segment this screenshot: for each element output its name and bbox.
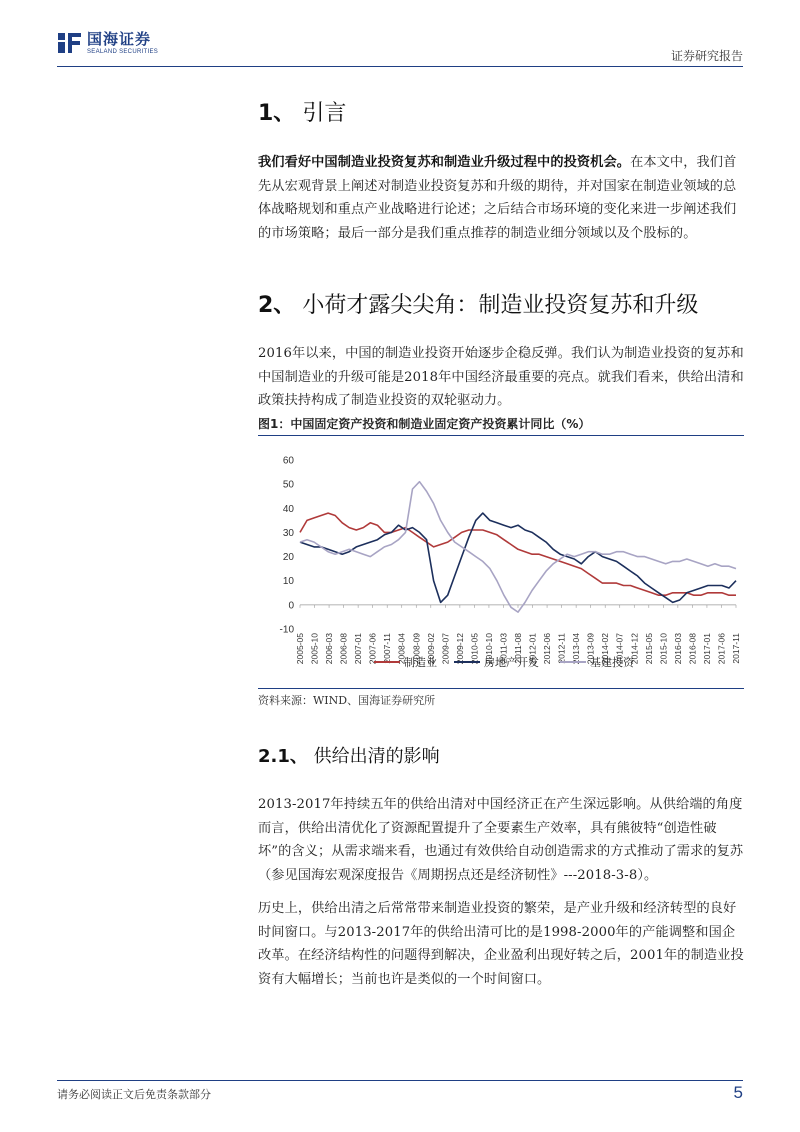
x-tick-label: 2017-01 <box>701 633 712 665</box>
x-tick-label: 2007-11 <box>382 633 393 664</box>
section-2-paragraph: 2016年以来，中国的制造业投资开始逐步企稳反弹。我们认为制造业投资的复苏和中国制造业的升级可能是2018年中国经济最重要的亮点。就我们看来，供给出清和政策扶持构成了制造业投资的双轮驱动力。 <box>258 346 744 408</box>
x-tick-label: 2010-10 <box>483 633 494 665</box>
sealand-logo-icon <box>57 30 83 56</box>
section-2-1-number: 2.1、 <box>258 746 308 767</box>
x-tick-label: 2015-10 <box>658 633 669 665</box>
x-tick-label: 2010-05 <box>469 633 480 665</box>
x-tick-label: 2012-06 <box>542 633 553 665</box>
footer-disclaimer: 请务必阅读正文后免责条款部分 <box>57 1088 211 1101</box>
x-tick-label: 2006-08 <box>338 633 349 665</box>
x-tick-label: 2012-01 <box>527 633 538 665</box>
logo-chinese-name: 国海证券 <box>87 29 152 48</box>
x-tick-label: 2013-04 <box>571 633 582 665</box>
header-divider <box>57 66 743 67</box>
section-1-body: 在本文中，我们首先从宏观背景上阐述对制造业投资复苏和升级的期待，并对国家在制造业领域的总体战略规划和重点产业战略进行论述；之后结合市场环境的变化来进一步阐述我们的市场策略；最后一部分是我们重点推荐的制造业细分领域以及个股标的。 <box>258 155 737 241</box>
x-tick-label: 2007-01 <box>353 633 364 665</box>
x-tick-label: 2006-03 <box>324 633 335 665</box>
y-tick-label: 60 <box>282 455 294 467</box>
legend-label-1: 制造业 <box>404 656 437 669</box>
x-tick-label: 2005-10 <box>309 633 320 665</box>
figure-1-title: 图1：中国固定资产投资和制造业固定资产投资累计同比（%） <box>258 415 744 436</box>
x-tick-label: 2016-03 <box>672 633 683 665</box>
x-tick-label: 2009-07 <box>440 633 451 665</box>
x-tick-label: 2016-08 <box>687 633 698 665</box>
legend-label-3: 基建投资 <box>590 656 634 669</box>
series-line-3 <box>300 482 736 612</box>
section-2-1-paragraph-1: 2013-2017年持续五年的供给出清对中国经济正在产生深远影响。从供给端的角度而言，供给出清优化了资源配置提升了全要素生产效率，具有熊彼特“创造性破坏”的含义；从需求端来看，也通过有效供给自动创造需求的方式推动了需求的复苏（参见国海宏观深度报告《周期拐点还是经济韧性》---2018-3-8）。 <box>258 797 744 883</box>
report-type-label: 证券研究报告 <box>670 49 743 63</box>
x-tick-label: 2014-02 <box>600 633 611 665</box>
figure-1-source: 资料来源：WIND、国海证券研究所 <box>258 694 436 707</box>
footer-divider <box>57 1080 743 1081</box>
y-tick-label: 40 <box>282 503 294 515</box>
x-tick-label: 2014-12 <box>629 633 640 665</box>
investment-line-chart <box>258 440 744 685</box>
legend-label-2: 房地产开发 <box>484 656 539 669</box>
y-tick-label: -10 <box>279 624 294 636</box>
section-2-number: 2、 <box>258 293 296 318</box>
section-1-paragraph <box>258 151 744 245</box>
company-logo <box>57 30 158 56</box>
page-number: 5 <box>733 1083 743 1102</box>
section-1-title: 引言 <box>302 101 347 126</box>
section-1-bold-lead: 我们看好中国制造业投资复苏和制造业升级过程中的投资机会。 <box>258 155 631 170</box>
section-2-1-heading <box>258 742 440 768</box>
x-tick-label: 2011-03 <box>498 633 509 664</box>
x-tick-label: 2017-06 <box>716 633 727 665</box>
section-2-1-paragraph-2: 历史上，供给出清之后常常带来制造业投资的繁荣，是产业升级和经济转型的良好时间窗口。与2013-2017年的供给出清可比的是1998-2000年的产能调整和国企改革。在经济结构性的问题得到解决，企业盈利出现好转之后，2001年的制造业投资有大幅增长；当前也许是类似的一个时间窗口。 <box>258 901 744 987</box>
x-tick-label: 2011-08 <box>513 633 523 664</box>
y-tick-label: 0 <box>288 600 294 612</box>
logo-english-name: SEALAND SECURITIES <box>87 48 159 55</box>
x-tick-label: 2009-02 <box>425 633 436 665</box>
x-tick-label: 2017-11 <box>731 633 741 664</box>
x-tick-label: 2007-06 <box>367 633 378 665</box>
y-tick-label: 30 <box>282 527 294 539</box>
x-tick-label: 2013-09 <box>585 633 596 665</box>
x-tick-label: 2009-12 <box>454 633 465 665</box>
section-2-title: 小荷才露尖尖角：制造业投资复苏和升级 <box>302 293 699 318</box>
x-tick-label: 2015-05 <box>643 633 654 665</box>
x-tick-label: 2005-05 <box>295 633 305 665</box>
section-1-number: 1、 <box>258 101 296 126</box>
section-1-heading <box>258 96 346 127</box>
y-tick-label: 50 <box>282 479 294 491</box>
x-tick-label: 2008-09 <box>411 633 422 665</box>
x-tick-label: 2012-11 <box>556 633 567 664</box>
x-tick-label: 2008-04 <box>396 633 407 665</box>
page-header <box>57 30 743 66</box>
section-2-1-title: 供给出清的影响 <box>313 746 440 767</box>
x-tick-label: 2014-07 <box>614 633 625 665</box>
section-2-heading <box>258 288 698 319</box>
y-tick-label: 20 <box>282 552 294 564</box>
y-tick-label: 10 <box>282 576 294 588</box>
figure-bottom-divider <box>258 688 744 689</box>
